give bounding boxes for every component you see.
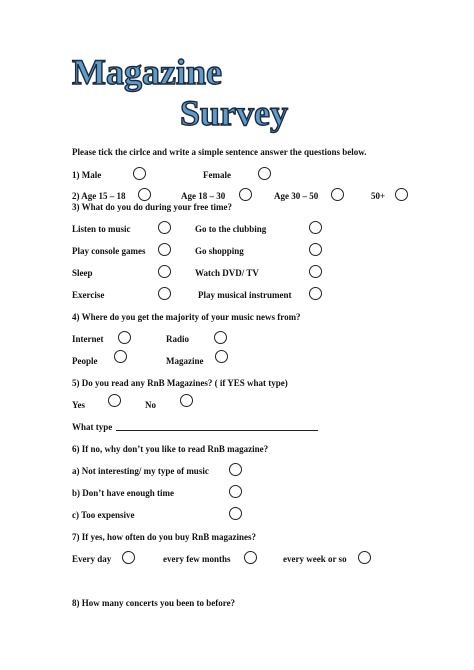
q3-left-1: Listen to music [72,224,131,234]
q3-right-4-radio[interactable] [309,287,322,300]
q7-every-week: every week or so [283,554,347,564]
q4-radio-radio[interactable] [214,331,227,344]
q3-left-2: Play console games [72,246,146,256]
q3-right-2-radio[interactable] [309,243,322,256]
q1-female-radio[interactable] [258,167,271,180]
title-line2: Survey [180,93,288,133]
q4-internet: Internet [72,334,104,344]
q3-right-2: Go shopping [195,246,244,256]
q4-magazine: Magazine [166,356,204,366]
q4-people-radio[interactable] [114,350,127,363]
q7-every-day: Every day [72,554,112,564]
q8-question: 8) How many concerts you been to before? [72,598,236,608]
title-magazine-graphic [70,52,250,92]
q5-no-radio[interactable] [180,394,193,407]
title-survey [178,92,308,134]
q2-opt4-label: 50+ [371,191,386,201]
q5-no: No [145,400,156,410]
q2-label: 2) Age 15 – 18 [72,191,126,201]
q4-people: People [72,356,98,366]
q5-what-type: What type [72,422,113,432]
q3-right-3-radio[interactable] [309,265,322,278]
q6-question: 6) If no, why don’t you like to read RnB magazine? [72,444,269,454]
q3-left-3-radio[interactable] [158,265,171,278]
q4-radio: Radio [166,334,190,344]
q5-question: 5) Do you read any RnB Magazines? ( if YES what type) [72,378,288,388]
q6-option-a-radio[interactable] [229,463,242,476]
q1-male-radio[interactable] [133,167,146,180]
q3-right-1-radio[interactable] [309,221,322,234]
q3-left-1-radio[interactable] [158,221,171,234]
q6-option-c-radio[interactable] [229,507,242,520]
q3-left-2-radio[interactable] [158,243,171,256]
q4-internet-radio[interactable] [118,331,131,344]
q1-male-label: 1) Male [72,170,102,180]
q7-every-few-months: every few months [163,554,231,564]
q3-left-4-radio[interactable] [158,287,171,300]
q7-every-day-radio[interactable] [122,551,135,564]
q2-age-30-50-radio[interactable] [331,188,344,201]
title-magazine [70,52,250,92]
q5-yes: Yes [72,400,85,410]
q6-option-a: a) Not interesting/ my type of music [72,466,209,476]
q3-right-4: Play musical instrument [198,290,292,300]
q3-left-3: Sleep [72,268,93,278]
q2-opt2-label: Age 18 – 30 [181,191,226,201]
q5-what-type-answer-line[interactable] [116,430,318,431]
q7-every-week-radio[interactable] [358,551,371,564]
q6-option-b: b) Don’t have enough time [72,488,175,498]
q3-question: 3) What do you do during your free time? [72,202,233,212]
instructions: Please tick the cirlce and write a simple sentence answer the questions below. [72,147,367,157]
q5-yes-radio[interactable] [108,394,121,407]
q2-age-50-plus-radio[interactable] [395,188,408,201]
q1-female-label: Female [203,170,231,180]
q3-right-1: Go to the clubbing [195,224,267,234]
q6-option-c: c) Too expensive [72,510,135,520]
q2-age-18-30-radio[interactable] [239,188,252,201]
q6-option-b-radio[interactable] [229,485,242,498]
q4-magazine-radio[interactable] [215,350,228,363]
title-survey-graphic [178,92,308,134]
q3-right-3: Watch DVD/ TV [195,268,259,278]
q3-left-4: Exercise [72,290,105,300]
title-line1: Magazine [72,52,222,92]
q4-question: 4) Where do you get the majority of your music news from? [72,312,301,322]
q7-every-few-months-radio[interactable] [244,551,257,564]
q7-question: 7) If yes, how often do you buy RnB magazines? [72,532,257,542]
q2-age-15-18-radio[interactable] [138,188,151,201]
q2-opt3-label: Age 30 – 50 [274,191,319,201]
